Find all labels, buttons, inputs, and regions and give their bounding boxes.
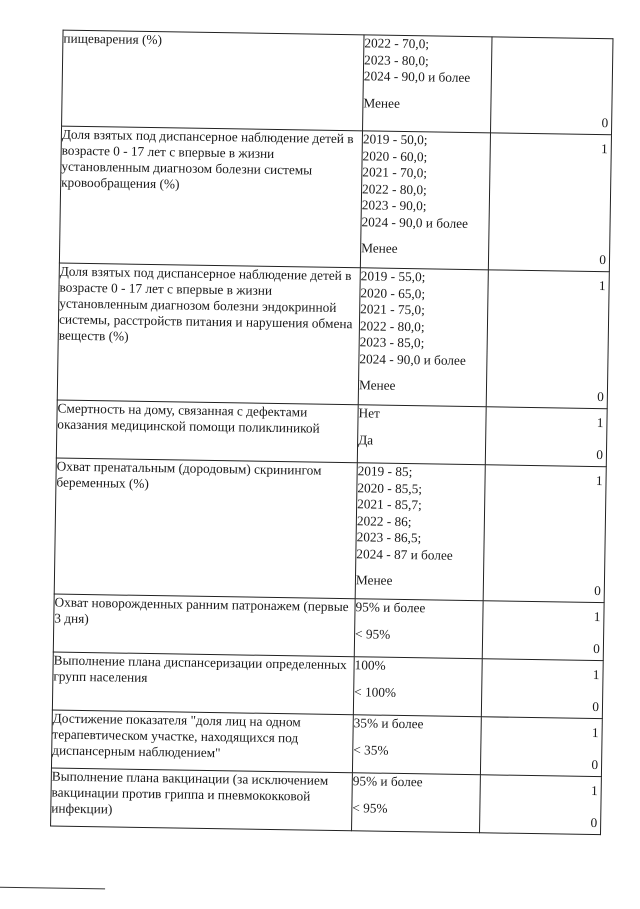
criteria-values (359, 268, 488, 369)
criterion-value: 2020 - 65,0; (360, 284, 426, 301)
indicator-name: Доля взятых под диспансерное наблюдение детей в возрасте 0 - 17 лет с впервые в жизни установленным диагнозом болезни эндокринной системы, расстройств питания и нарушения обмена веществ (%) (57, 263, 360, 405)
score-cell (481, 659, 603, 719)
criterion-low: < 95% (355, 625, 391, 642)
indicator-name: Достижение показателя "доля лиц на одном терапевтическом участке, находящихся под диспансерным наблюдением" (51, 710, 353, 773)
score-cell (482, 601, 604, 661)
criterion-value: 2020 - 85,5; (357, 479, 423, 496)
score-cell (485, 407, 607, 467)
indicator-name: Смертность на дому, связанная с дефектами оказания медицинской помощи поликлиникой (56, 400, 358, 463)
indicators-table-body (51, 30, 613, 835)
score-cell (483, 465, 606, 603)
score-low: 0 (597, 389, 604, 405)
indicator-row (53, 594, 604, 661)
score-high: 1 (596, 415, 604, 431)
indicator-name: пищеварения (%) (62, 30, 364, 131)
criterion-value: 2020 - 60,0; (362, 147, 428, 164)
criteria-cell (357, 405, 486, 465)
score-low: 0 (594, 583, 601, 599)
criterion-value: Нет (358, 405, 381, 421)
indicator-name: Охват пренатальным (дородовым) скринингом беременных (%) (54, 458, 357, 599)
criterion-value: 2019 - 85; (357, 463, 413, 480)
criteria-values (354, 657, 481, 675)
criterion-value: 2023 - 90,0; (361, 197, 427, 214)
criteria-cell (354, 599, 483, 659)
criterion-value: 2024 - 87 и более (356, 545, 453, 563)
criterion-value: 2021 - 85,7; (357, 496, 422, 513)
criterion-value: 2021 - 70,0; (362, 164, 428, 181)
indicator-row (62, 30, 613, 135)
score-low: 0 (601, 115, 609, 131)
criteria-values (356, 463, 485, 564)
indicator-row (51, 710, 602, 777)
indicator-row (59, 126, 611, 272)
criteria-values (355, 599, 482, 617)
indicator-name: Выполнение плана вакцинации (за исключением вакцинации против гриппа и пневмококковой инфекции) (51, 768, 353, 831)
score-cell (480, 775, 602, 835)
score-cell (480, 717, 602, 777)
criterion-value: 95% и более (355, 599, 426, 616)
criterion-value: 2022 - 86; (356, 512, 412, 529)
criterion-value: 2023 - 85,0; (359, 334, 425, 351)
score-low: 0 (591, 756, 599, 773)
criterion-low: Менее (355, 572, 393, 588)
criterion-low: < 95% (352, 799, 388, 816)
criterion-value: 2024 - 90,0 и более (361, 213, 469, 231)
criterion-low: Менее (361, 240, 398, 256)
criterion-low: Менее (358, 377, 396, 393)
criteria-values (353, 773, 480, 791)
criterion-value: 2022 - 70,0; (364, 35, 430, 52)
criterion-low: Менее (363, 94, 401, 111)
criteria-cell (363, 35, 492, 133)
criterion-low: < 35% (353, 741, 389, 758)
criterion-value: 2023 - 80,0; (364, 51, 429, 68)
score-low: 0 (590, 814, 598, 831)
indicator-name: Охват новорожденных ранним патронажем (первые 3 дня) (53, 594, 355, 657)
criterion-value: 2019 - 50,0; (362, 131, 428, 148)
criteria-values (354, 715, 481, 733)
criterion-value: 2019 - 55,0; (360, 268, 426, 285)
criteria-cell (352, 773, 481, 833)
score-cell (491, 37, 613, 135)
criterion-low: Да (358, 431, 374, 448)
score-high: 1 (595, 473, 603, 489)
score-low: 0 (596, 447, 604, 463)
indicator-row (52, 652, 603, 719)
indicator-row (51, 768, 602, 835)
criterion-value: 2022 - 80,0; (359, 317, 425, 334)
indicator-row (57, 263, 609, 409)
score-high: 1 (598, 278, 606, 294)
score-high: 1 (593, 609, 601, 625)
indicator-name: Доля взятых под диспансерное наблюдение детей в возрасте 0 - 17 лет с впервые в жизни установленным диагнозом болезни системы кровообращения (%) (59, 126, 362, 268)
score-high: 1 (591, 724, 599, 741)
footnote-separator (0, 887, 105, 890)
score-cell (486, 270, 609, 409)
score-low: 0 (592, 698, 600, 715)
criterion-value: 35% и более (353, 715, 424, 732)
criterion-value: 2021 - 75,0; (360, 301, 425, 318)
criteria-values (358, 405, 485, 423)
criterion-value: 2024 - 90,0 и более (363, 68, 471, 85)
criteria-cell (358, 268, 488, 407)
score-high: 1 (590, 782, 598, 799)
criterion-value: 2022 - 80,0; (361, 180, 427, 197)
criteria-values (364, 35, 492, 86)
criterion-value: 2023 - 86,5; (356, 529, 422, 546)
criterion-value: 100% (354, 657, 386, 673)
score-cell (488, 133, 611, 272)
indicator-name: Выполнение плана диспансеризации определенных групп населения (52, 652, 354, 715)
score-low: 0 (593, 641, 601, 657)
indicators-table (50, 30, 613, 836)
indicator-row (56, 400, 607, 467)
criterion-value: 2024 - 90,0 и более (359, 350, 466, 368)
indicator-row (54, 458, 606, 603)
criterion-value: 95% и более (352, 773, 423, 790)
score-high: 1 (600, 141, 608, 157)
criteria-values (361, 131, 490, 232)
score-low: 0 (599, 252, 607, 268)
criterion-low: < 100% (354, 683, 397, 700)
criteria-cell (353, 657, 482, 717)
criteria-cell (352, 715, 481, 775)
criteria-cell (355, 463, 485, 601)
score-high: 1 (592, 667, 600, 683)
criteria-cell (360, 131, 490, 270)
